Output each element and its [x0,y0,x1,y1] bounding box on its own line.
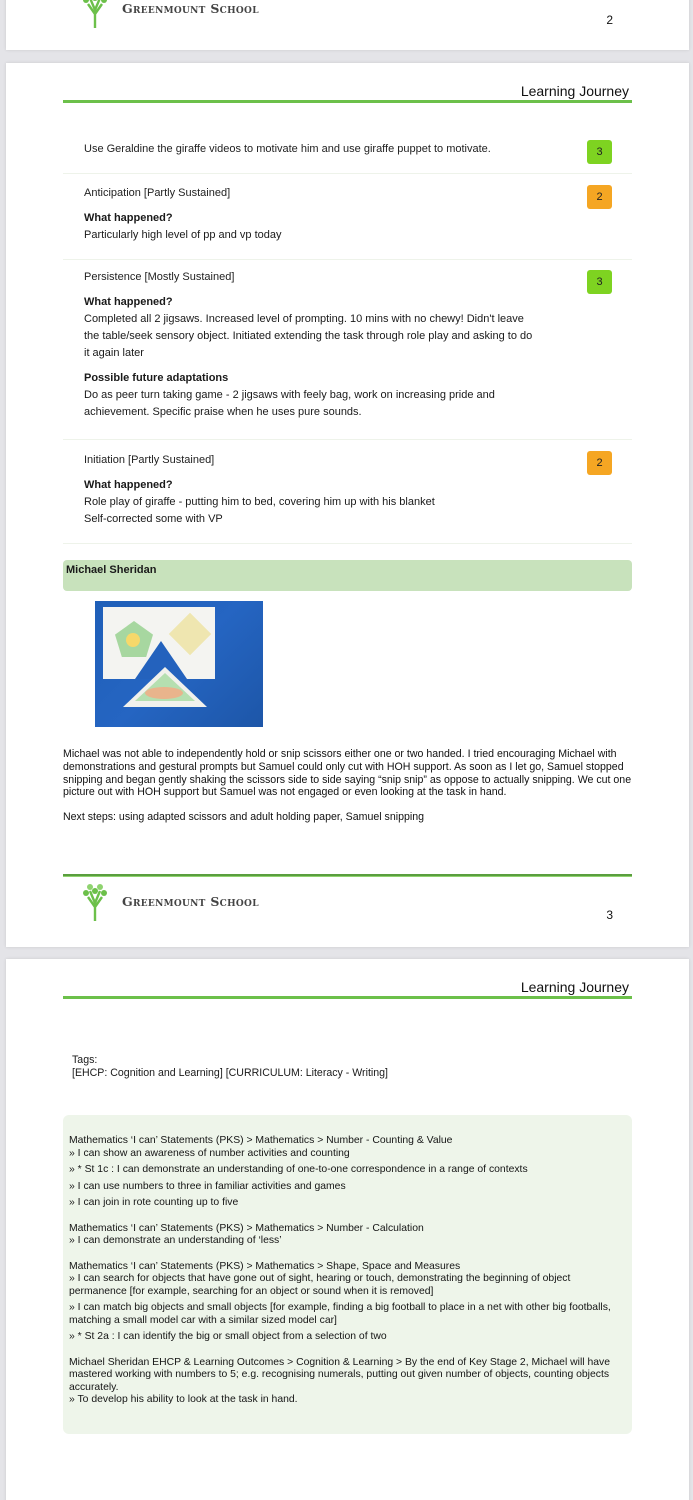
curriculum-item: » I can search for objects that have gone out of sight, hearing or touch, demonstrating the beginning of object permanence [for example, searching for an object or sound when it is removed] [69,1273,571,1297]
entry-title: Initiation [Partly Sustained] [84,454,215,466]
curriculum-item: » I can show an awareness of number activities and counting [69,1147,350,1159]
page-2-fragment [6,0,689,50]
score-badge: 2 [587,451,612,475]
school-logo [78,881,259,921]
page-number: 2 [606,13,613,27]
curriculum-item: » I can join in rote counting up to five [69,1197,239,1208]
tags-value: [EHCP: Cognition and Learning] [CURRICULUM: Literacy - Writing] [72,1067,388,1079]
entry-title: Anticipation [Partly Sustained] [84,187,231,199]
what-happened-text: Particularly high level of pp and vp today [84,229,282,241]
chick-icon [126,633,140,647]
entry-title: Use Geraldine the giraffe videos to motivate him and use giraffe puppet to motivate. [84,143,491,155]
student-name-bar: Michael Sheridan [63,560,632,591]
curriculum-group [69,1223,626,1248]
school-name: Greenmount School [122,893,259,909]
tags-section [72,1054,388,1080]
what-happened-label: What happened? [84,479,173,491]
curriculum-item: » I can use numbers to three in familiar activities and games [69,1180,346,1192]
page-number: 3 [606,908,613,922]
adaptations-label: Possible future adaptations [84,372,229,384]
curriculum-item: » I can demonstrate an understanding of ‘less’ [69,1235,282,1246]
what-happened-label: What happened? [84,212,173,224]
what-happened-text: Completed all 2 jigsaws. Increased level of prompting. 10 mins with no chewy! Didn't leave the table/seek sensory object. Initiated extending the task through role play and asking to do it again later [84,313,533,359]
curriculum-links-box [63,1115,632,1434]
score-badge: 3 [587,140,612,164]
tags-label: Tags: [72,1054,98,1066]
adaptations-text: Do as peer turn taking game - 2 jigsaws with feely bag, work on increasing pride and achievement. Specific praise when he uses pure sounds. [84,389,495,418]
tree-logo-icon [78,0,112,28]
journey-entry [63,174,632,260]
journey-entry [63,260,632,440]
next-steps-text: Next steps: using adapted scissors and adult holding paper, Samuel snipping [63,811,425,824]
curriculum-group [69,1357,626,1407]
curriculum-group [69,1261,626,1344]
tree-logo-icon [78,881,112,921]
what-happened-label: What happened? [84,296,173,308]
entry-title: Persistence [Mostly Sustained] [84,271,235,283]
curriculum-heading: Mathematics ‘I can’ Statements (PKS) > Mathematics > Shape, Space and Measures [69,1260,461,1272]
what-happened-text: Self-corrected some with VP [84,513,223,525]
header-title: Learning Journey [520,979,629,995]
page-4 [6,959,689,1500]
curriculum-item: » I can match big objects and small objects [for example, finding a big football to place in a net with other big footballs, matching a small model car with a similar sized model car] [69,1302,611,1326]
activity-photo[interactable] [95,601,263,727]
what-happened-text: Role play of giraffe - putting him to bed, covering him up with his blanket [84,496,435,508]
curriculum-heading: Mathematics ‘I can’ Statements (PKS) > Mathematics > Number - Calculation [69,1222,424,1234]
narrative-text: Michael was not able to independently hold or snip scissors either one or two handed. I tried encouraging Michael with demonstrations and gestural prompts but Samuel could only cut with HOH support. As soon as I let go, Samuel stopped snipping and began gently shaking the scissors side to side saying “snip snip” as oppose to actually snipping. We cut one picture out with HOH support but Samuel was not engaged or even looking at the task in hand. [63,748,632,799]
school-logo [78,0,259,28]
footer-rule [63,874,632,877]
score-badge: 2 [587,185,612,209]
header-rule [63,996,632,999]
curriculum-group [69,1135,626,1210]
observation-narrative [63,748,639,824]
school-name: Greenmount School [122,0,259,16]
curriculum-item: » To develop his ability to look at the task in hand. [69,1394,298,1405]
hat-icon [145,687,183,699]
curriculum-item: » * St 2a : I can identify the big or small object from a selection of two [69,1331,387,1342]
header-rule [63,100,632,103]
curriculum-heading: Mathematics ‘I can’ Statements (PKS) > Mathematics > Number - Counting & Value [69,1135,453,1146]
journey-entry [63,133,632,174]
score-badge: 3 [587,270,612,294]
curriculum-item: » * St 1c : I can demonstrate an understanding of one-to-one correspondence in a range of contexts [69,1164,528,1175]
header-title: Learning Journey [520,83,629,99]
journey-entry [63,440,632,544]
curriculum-heading: Michael Sheridan EHCP & Learning Outcomes > Cognition & Learning > By the end of Key Stage 2, Michael will have mastered working with numbers to 5; e.g. recognising numerals, putting out given number of objects, counting objects accurately. [69,1356,611,1393]
page-3 [6,63,689,947]
